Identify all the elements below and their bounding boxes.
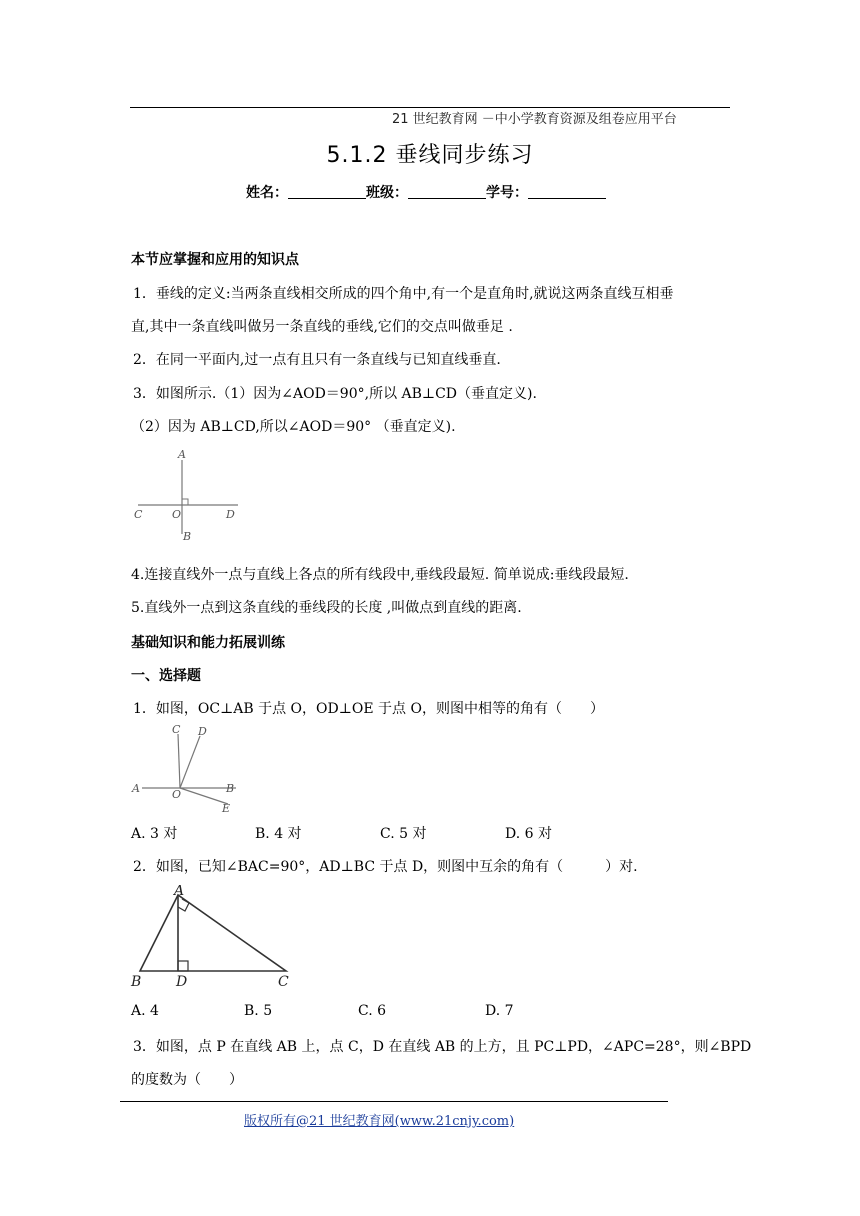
footer-rule xyxy=(120,1101,668,1102)
knowledge-p2: 2．在同一平面内,过一点有且只有一条直线与已知直线垂直. xyxy=(133,352,501,368)
id-label: 学号： xyxy=(486,185,528,201)
q1-label-a: A xyxy=(132,782,140,795)
q3-text: 3．如图，点 P 在直线 AB 上，点 C，D 在直线 AB 的上方，且 PC⊥PD，∠APC=28°，则∠BPD xyxy=(133,1039,752,1055)
fig-label-a: A xyxy=(178,448,186,461)
q2-label-b: B xyxy=(131,974,142,990)
section-choice: 一、选择题 xyxy=(131,668,201,684)
q1-label-d: D xyxy=(198,725,207,738)
student-info xyxy=(246,182,606,202)
training-heading: 基础知识和能力拓展训练 xyxy=(131,635,285,651)
fig-label-d: D xyxy=(226,508,235,521)
page-title: 5.1.2 垂线同步练习 xyxy=(326,143,534,168)
knowledge-p1a: 1．垂线的定义:当两条直线相交所成的四个角中,有一个是直角时,就说这两条直线互相垂 xyxy=(133,286,674,302)
q2-option-c[interactable]: C. 6 xyxy=(358,1003,387,1019)
q2-figure xyxy=(128,885,298,990)
q1-label-e: E xyxy=(222,802,231,814)
fig-label-c: C xyxy=(134,508,143,521)
class-label: 班级： xyxy=(366,185,408,201)
q1-option-a[interactable]: A. 3 对 xyxy=(131,826,178,842)
perpendicular-figure xyxy=(130,448,250,548)
fig-label-o: O xyxy=(172,508,182,521)
knowledge-p3: 3．如图所示.（1）因为∠AOD＝90°,所以 AB⊥CD（垂直定义). xyxy=(133,386,537,402)
fig-label-b: B xyxy=(183,530,192,543)
q2-option-a[interactable]: A. 4 xyxy=(131,1003,159,1019)
q1-figure xyxy=(128,722,248,814)
q2-label-d: D xyxy=(176,974,188,990)
q2-option-d[interactable]: D. 7 xyxy=(485,1003,514,1019)
knowledge-p4: 4.连接直线外一点与直线上各点的所有线段中,垂线段最短. 简单说成:垂线段最短. xyxy=(131,567,629,583)
q1-option-b[interactable]: B. 4 对 xyxy=(255,826,302,842)
name-label: 姓名： xyxy=(246,185,288,201)
q2-label-c: C xyxy=(278,974,289,990)
q2-text: 2．如图，已知∠BAC=90°，AD⊥BC 于点 D，则图中互余的角有（ ）对. xyxy=(133,859,638,875)
q3-text-2: 的度数为（ ） xyxy=(131,1072,243,1088)
knowledge-p3b: （2）因为 AB⊥CD,所以∠AOD＝90° （垂直定义). xyxy=(131,419,456,435)
class-blank[interactable] xyxy=(408,184,486,199)
q1-label-b: B xyxy=(226,782,235,795)
knowledge-p5: 5.直线外一点到这条直线的垂线段的长度 ,叫做点到直线的距离. xyxy=(131,600,522,616)
q1-option-c[interactable]: C. 5 对 xyxy=(380,826,427,842)
q2-option-b[interactable]: B. 5 xyxy=(244,1003,273,1019)
q2-label-a: A xyxy=(174,885,185,899)
q1-option-d[interactable]: D. 6 对 xyxy=(505,826,552,842)
id-blank[interactable] xyxy=(528,184,606,199)
q1-label-o: O xyxy=(172,788,182,801)
q1-label-c: C xyxy=(172,723,181,736)
header-site: 21 世纪教育网 －中小学教育资源及组卷应用平台 xyxy=(392,112,677,127)
q1-text: 1．如图，OC⊥AB 于点 O，OD⊥OE 于点 O，则图中相等的角有（ ） xyxy=(133,701,604,717)
name-blank[interactable] xyxy=(288,184,366,199)
footer-copyright-link[interactable]: 版权所有@21 世纪教育网(www.21cnjy.com) xyxy=(244,1114,515,1129)
knowledge-p1b: 直,其中一条直线叫做另一条直线的垂线,它们的交点叫做垂足 . xyxy=(131,319,513,335)
knowledge-heading: 本节应掌握和应用的知识点 xyxy=(131,252,299,268)
